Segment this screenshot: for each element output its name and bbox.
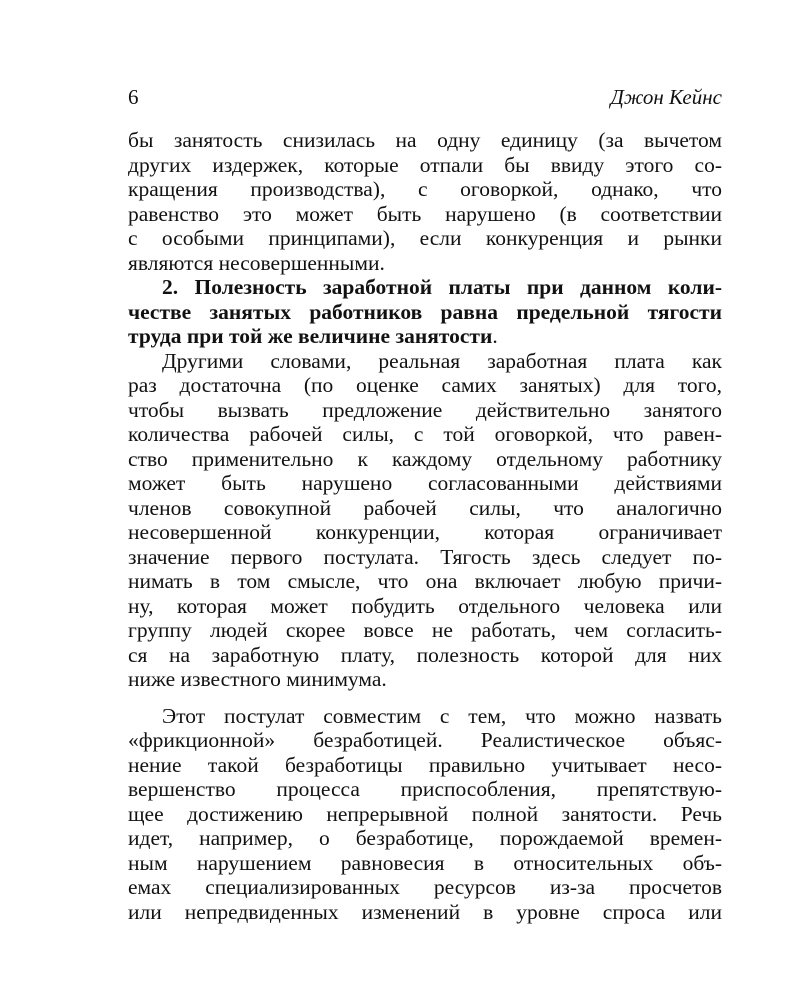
text-line: других издержек, которые отпали бы ввиду этого со-	[128, 152, 722, 177]
text-line	[128, 324, 722, 349]
page-number: 6	[128, 85, 139, 109]
text-line: бы занятость снизилась на одну единицу (за вычетом	[128, 128, 722, 152]
text-line: количества рабочей силы, с той оговоркой, что равен-	[128, 422, 722, 446]
paragraph-3	[128, 349, 722, 692]
text-line: щее достижению непрерывной полной занятости. Речь	[128, 801, 722, 826]
paragraph-1	[128, 128, 722, 275]
text-line: ну, которая может побудить отдельного человека или	[128, 593, 722, 618]
text-line: несовершенной конкуренции, которая ограничивает	[128, 520, 722, 544]
text-line: членов совокупной рабочей силы, что аналогично	[128, 495, 722, 520]
text-line: ниже известного минимума.	[128, 667, 387, 691]
period: .	[492, 324, 498, 348]
running-head-author: Джон Кейнс	[610, 85, 722, 109]
paragraph-4	[128, 704, 722, 925]
bold-phrase: труда при той же величине занятости	[128, 324, 493, 348]
running-head	[128, 82, 722, 112]
book-page	[128, 82, 722, 924]
text-line: с особыми принципами), если конкуренция и рынки	[128, 226, 722, 250]
text-line: ство применительно к каждому отдельному работнику	[128, 446, 722, 471]
text-line: Другими словами, реальная заработная плата как	[162, 348, 722, 373]
postulate-heading	[128, 275, 722, 349]
body-text	[128, 128, 722, 924]
text-line: может быть нарушено согласованными действиями	[128, 471, 722, 495]
paragraph-spacing	[128, 692, 722, 704]
text-line: значение первого постулата. Тягость здесь следует по-	[128, 544, 722, 569]
text-line: раз достаточна (по оценке самих занятых) для того,	[128, 373, 722, 397]
text-line: идет, например, о безработице, порождаемой времен-	[128, 826, 722, 850]
text-line: или непредвиденных изменений в уровне спроса или	[128, 899, 722, 924]
text-line: нимать в том смысле, что она включает любую причи-	[128, 569, 722, 593]
text-line: 2. Полезность заработной платы при данном коли-	[162, 275, 722, 299]
text-line: «фрикционной» безработицей. Реалистическое объяс-	[128, 728, 722, 752]
text-line: емах специализированных ресурсов из-за просчетов	[128, 875, 722, 899]
text-line: нение такой безработицы правильно учитывает несо-	[128, 752, 722, 777]
text-line: честве занятых работников равна предельной тягости	[128, 299, 722, 324]
text-line: являются несовершенными.	[128, 250, 385, 275]
text-line: вершенство процесса приспособления, препятствую-	[128, 777, 722, 801]
text-line: равенство это может быть нарушено (в соответствии	[128, 201, 722, 226]
text-line: Этот постулат совместим с тем, что можно назвать	[162, 703, 722, 728]
text-line: ся на заработную плату, полезность которой для них	[128, 642, 722, 667]
text-line: ным нарушением равновесия в относительных объ-	[128, 850, 722, 875]
text-line: группу людей скорее вовсе не работать, чем согласить-	[128, 618, 722, 642]
text-line: чтобы вызвать предложение действительно занятого	[128, 397, 722, 422]
text-line: кращения производства), с оговоркой, однако, что	[128, 177, 722, 201]
